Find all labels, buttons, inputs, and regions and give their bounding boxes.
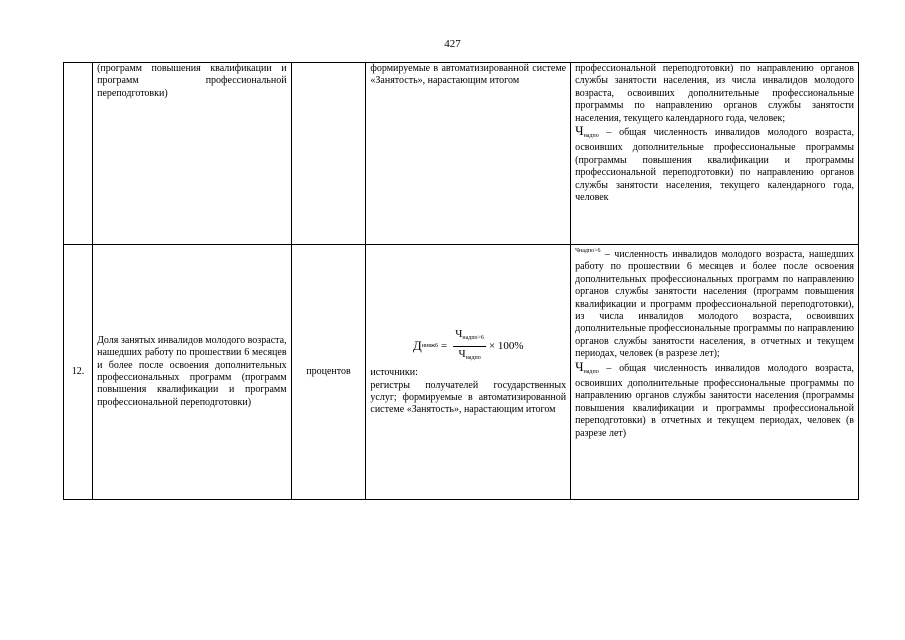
numerator-symbol: Ч — [455, 328, 463, 341]
indicator-name-cell: (программ повышения квалификации и программ профессиональной переподготовки) — [93, 63, 291, 245]
formula-fraction — [453, 328, 486, 364]
formula-equals: = — [441, 339, 448, 352]
variable-description: – общая численность инвалидов молодого возраста, освоивших дополнительные профессиональные программы (программы повышения квалификации и программы профессиональной переподготовки) по направлению органов службы занятости населения, текущего календарного года, человек — [575, 127, 854, 204]
sources-label: источники: — [370, 367, 418, 379]
page-number: 427 — [444, 38, 461, 50]
table-row — [64, 63, 859, 245]
variable-subscript: надпо>6 — [579, 248, 601, 254]
table-row — [64, 245, 859, 500]
formula — [370, 329, 566, 363]
formula-lhs-subscript: ннвж6 — [421, 342, 439, 349]
row-number-cell: 12. — [64, 245, 93, 500]
numerator-subscript: надпо>6 — [462, 335, 484, 342]
description-cell — [571, 245, 859, 500]
description-cell — [571, 63, 859, 245]
variable-description: – численность инвалидов молодого возраста, нашедших работу по прошествии 6 месяцев и более после освоения дополнительных профессиональных программ по направлению органов службы занятости населения (программ повышения квалификации и программ профессиональной переподготовки), из числа инвалидов молодого возраста, освоивших дополнительные профессиональные программы по направлению органов службы занятости населения, в отчетных и текущем периодах, человек (в разрезе лет); — [575, 249, 854, 360]
formula-cell — [366, 245, 571, 500]
formula-multiplier: × 100% — [488, 339, 524, 352]
formula-lhs: Д — [412, 337, 422, 353]
denominator-subscript: надпо — [465, 354, 481, 361]
variable-symbol: Ч — [575, 358, 584, 374]
indicator-table — [63, 62, 859, 500]
sources-text: регистры получателей государственных услуг; формируемые в автоматизированной системе «Занятость», нарастающим итогом — [370, 379, 567, 416]
row-number-cell — [64, 63, 93, 245]
denominator-symbol: Ч — [458, 347, 466, 360]
formula-cell: формируемые в автоматизированной системе «Занятость», нарастающим итогом — [366, 63, 571, 245]
variable-subscript: надпо — [583, 133, 599, 140]
unit-cell — [291, 63, 366, 245]
variable-symbol: Ч — [575, 248, 580, 254]
description-lead: профессиональной переподготовки) по направлению органов службы занятости населения, из числа инвалидов молодого возраста, освоивших дополнительные профессиональные программы по направлению органов службы занятости населения, текущего календарного года, человек; — [575, 63, 854, 124]
formula-numerator — [453, 328, 486, 346]
unit-cell: процентов — [291, 245, 366, 500]
variable-symbol: Ч — [575, 123, 584, 139]
variable-subscript: надпо — [583, 368, 599, 375]
formula-denominator — [456, 347, 482, 364]
indicator-name-cell: Доля занятых инвалидов молодого возраста, нашедших работу по прошествии 6 месяцев и более после освоения дополнительных профессиональных программ (программ повышения квалификации и программ профессиональной переподготовки) — [93, 245, 291, 500]
variable-description: – общая численность инвалидов молодого возраста, освоивших дополнительные профессиональные программы по направлению органов службы занятости населения (программы повышения квалификации и программы профессиональной переподготовки) в отчетных и текущем периодах, человек (в разрезе лет) — [575, 362, 854, 439]
